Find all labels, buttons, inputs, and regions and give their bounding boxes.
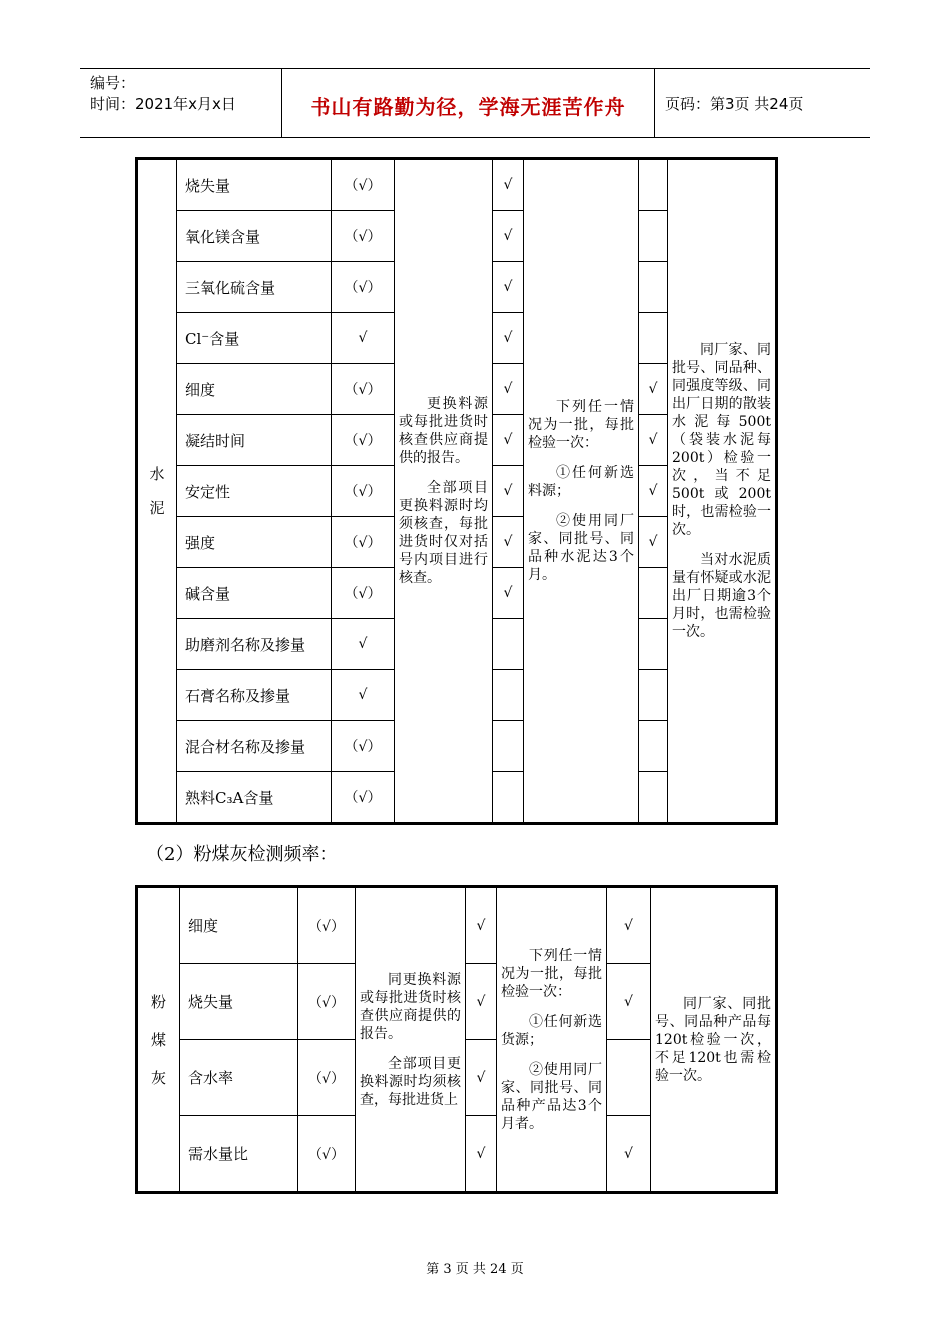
item-name: 三氧化硫含量	[177, 262, 332, 313]
item-name: 烧失量	[177, 160, 332, 211]
item-name: 强度	[177, 517, 332, 568]
batch-note: ②使用同厂家、同批号、同品种水泥达3个月。	[528, 513, 634, 583]
section-title-flyash: （2）粉煤灰检测频率：	[146, 844, 338, 865]
source-note: 全部项目更换料源时均须核查，每批进货上	[360, 1055, 461, 1108]
check-mark: √	[639, 517, 668, 568]
check-mark: √	[607, 888, 651, 964]
frequency-note-cell	[651, 888, 776, 1192]
check-mark	[639, 313, 668, 364]
batch-note: 下列任一情况为一批，每批检验一次：	[501, 947, 602, 1000]
page-footer: 第 3 页 共 24 页	[426, 1262, 524, 1277]
frequency-note: 当对水泥质量有怀疑或水泥出厂日期逾3个月时，也需检验一次。	[672, 552, 771, 640]
source-note: 同更换料源或每批进货时核查供应商提供的报告。	[360, 971, 461, 1042]
table-row	[138, 160, 776, 211]
table-row	[138, 888, 776, 964]
frequency-note: 同厂家、同批号、同品种、同强度等级、同出厂日期的散装水泥每500t（袋装水泥每200t）检验一次，当不足500t或200t时，也需检验一次。	[672, 342, 771, 538]
header-motto: 书山有路勤为径，学海无涯苦作舟	[310, 95, 626, 119]
serial-label: 编号：	[90, 74, 136, 92]
item-mark: （√）	[332, 160, 395, 211]
check-mark	[639, 619, 668, 670]
item-name: 氧化镁含量	[177, 211, 332, 262]
flyash-table	[137, 887, 776, 1192]
item-mark: （√）	[332, 211, 395, 262]
item-name: 助磨剂名称及掺量	[177, 619, 332, 670]
check-mark	[639, 211, 668, 262]
check-mark: √	[493, 364, 524, 415]
category-cell	[138, 160, 177, 823]
category-label: 粉煤灰	[151, 992, 167, 1087]
check-mark: √	[493, 211, 524, 262]
item-name: 凝结时间	[177, 415, 332, 466]
batch-note: ①任何新选货源；	[501, 1013, 602, 1048]
check-mark: √	[493, 568, 524, 619]
item-mark: （√）	[332, 466, 395, 517]
header-meta	[90, 73, 236, 115]
item-mark: （√）	[298, 888, 356, 964]
item-name: 烧失量	[180, 964, 298, 1040]
source-note: 全部项目更换料源时均须核查，每批进货时仅对括号内项目进行核查。	[399, 480, 488, 586]
item-mark: （√）	[332, 364, 395, 415]
item-mark: （√）	[332, 262, 395, 313]
check-mark: √	[493, 160, 524, 211]
page-header	[80, 68, 870, 138]
item-mark: （√）	[298, 1116, 356, 1192]
item-mark: （√）	[298, 1040, 356, 1116]
check-mark: √	[607, 964, 651, 1040]
check-mark	[639, 670, 668, 721]
check-mark	[493, 772, 524, 823]
check-mark: √	[607, 1116, 651, 1192]
header-divider	[654, 69, 655, 137]
check-mark: √	[466, 1116, 497, 1192]
item-name: 含水率	[180, 1040, 298, 1116]
item-name: 安定性	[177, 466, 332, 517]
item-name: 混合材名称及掺量	[177, 721, 332, 772]
check-mark: √	[493, 517, 524, 568]
source-note-cell	[395, 160, 493, 823]
check-mark: √	[493, 466, 524, 517]
item-mark: √	[332, 619, 395, 670]
item-mark: （√）	[298, 964, 356, 1040]
check-mark	[607, 1040, 651, 1116]
item-mark: （√）	[332, 517, 395, 568]
item-name: 细度	[180, 888, 298, 964]
check-mark: √	[493, 262, 524, 313]
item-mark: （√）	[332, 415, 395, 466]
check-mark	[639, 721, 668, 772]
source-note: 更换料源或每批进货时核查供应商提供的报告。	[399, 396, 488, 466]
item-name: 碱含量	[177, 568, 332, 619]
check-mark	[639, 772, 668, 823]
item-mark: （√）	[332, 721, 395, 772]
batch-note: ②使用同厂家、同批号、同品种产品达3个月者。	[501, 1061, 602, 1132]
check-mark: √	[493, 415, 524, 466]
time-label: 时间：2021年x月x日	[90, 95, 236, 113]
batch-note: 下列任一情况为一批，每批检验一次：	[528, 399, 634, 451]
item-name: 需水量比	[180, 1116, 298, 1192]
item-name: 石膏名称及掺量	[177, 670, 332, 721]
header-page-label: 页码：第3页 共24页	[665, 95, 804, 113]
check-mark	[493, 619, 524, 670]
category-cell	[138, 888, 180, 1192]
item-mark: （√）	[332, 568, 395, 619]
check-mark: √	[639, 415, 668, 466]
item-name: 细度	[177, 364, 332, 415]
category-label: 水泥	[149, 465, 165, 517]
check-mark: √	[466, 964, 497, 1040]
check-mark	[639, 160, 668, 211]
frequency-note: 同厂家、同批号、同品种产品每120t检验一次，不足120t也需检验一次。	[655, 995, 771, 1084]
batch-note-cell	[497, 888, 607, 1192]
check-mark	[639, 262, 668, 313]
check-mark	[493, 721, 524, 772]
batch-note-cell	[524, 160, 639, 823]
check-mark: √	[639, 364, 668, 415]
check-mark	[493, 670, 524, 721]
check-mark: √	[466, 888, 497, 964]
source-note-cell	[356, 888, 466, 1192]
item-mark: √	[332, 670, 395, 721]
item-mark: （√）	[332, 772, 395, 823]
check-mark: √	[466, 1040, 497, 1116]
check-mark: √	[493, 313, 524, 364]
item-name: 熟料C₃A含量	[177, 772, 332, 823]
cement-table	[137, 159, 776, 823]
batch-note: ①任何新选料源；	[528, 465, 634, 499]
check-mark	[639, 568, 668, 619]
check-mark: √	[639, 466, 668, 517]
item-name: Cl⁻含量	[177, 313, 332, 364]
item-mark: √	[332, 313, 395, 364]
frequency-note-cell	[668, 160, 776, 823]
